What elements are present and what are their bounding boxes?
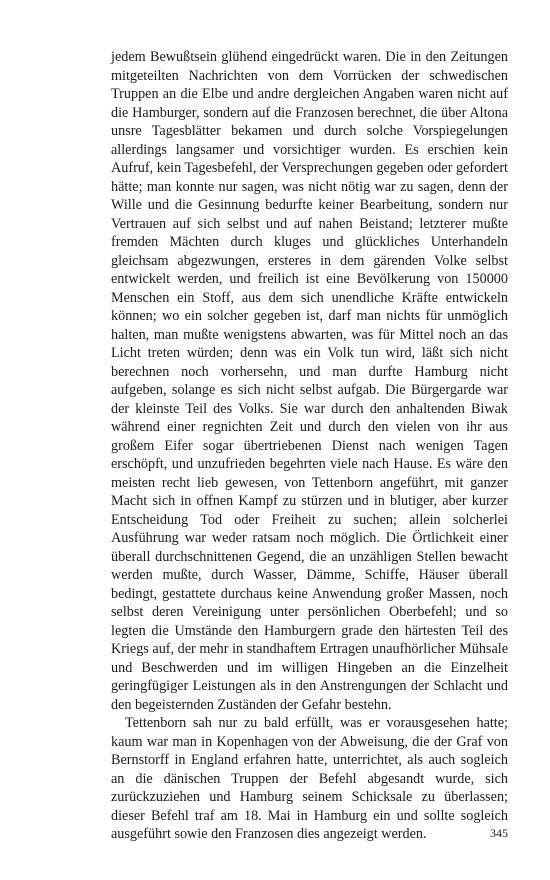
body-text: [111, 48, 508, 844]
paragraph-2: Tettenborn sah nur zu bald erfüllt, was er vorausgesehen hatte; kaum war man in Kopenhagen von der Abweisung, die der Graf von Bernstorff in England erfahren hatte, unterrichtet, als auch sogleich an die dänischen Truppen der Befehl abgesandt wurde, sich zurückzuziehen und Hamburg seinem Schicksale zu überlassen; dieser Befehl traf am 18. Mai in Hamburg ein und sollte sogleich ausgeführt sowie den Franzosen dies angezeigt werden.: [111, 715, 508, 842]
paragraph-1: jedem Bewußtsein glühend eingedrückt waren. Die in den Zeitungen mitgeteilten Nachrichten von dem Vorrücken der schwedischen Truppen an die Elbe und andre dergleichen Angaben waren nicht auf die Hamburger, sondern auf die Franzosen berechnet, die über Altona unsre Tagesblätter bekamen und durch solche Vorspiegelungen allerdings langsamer und vorsichtiger wurden. Es erschien kein Aufruf, kein Tagesbefehl, der Versprechungen gegeben oder gefordert hätte; man konnte nur sagen, was nicht nötig war zu sagen, denn der Wille und die Gesinnung bedurfte keiner Bearbeitung, sondern nur Vertrauen auf sich selbst und auf nahen Beistand; letzterer mußte fremden Mächten durch kluges und glückliches Unterhandeln gleichsam abgezwungen, ersteres in dem gärenden Volke selbst entwickelt werden, und freilich ist eine Bevölkerung von 150000 Menschen ein Stoff, aus dem sich unendliche Kräfte entwickeln können; wo ein solcher gegeben ist, darf man nichts für unmöglich halten, man mußte wenigstens abwarten, was für Mittel noch an das Licht treten würden; denn was ein Volk tun wird, läßt sich nicht berechnen noch vorhersehn, und man durfte Hamburg nicht aufgeben, solange es sich nicht selbst aufgab. Die Bürgergarde war der kleinste Teil des Volks. Sie war durch den anhaltenden Biwak während einer regnichten Zeit und durch den vielen von ihr aus großem Eifer sogar übertriebenen Dienst nach wenigen Tagen erschöpft, und unzufrieden begehrten viele nach Hause. Es wäre den meisten recht lieb gewesen, von Tettenborn angeführt, mit ganzer Macht sich in offnen Kampf zu stürzen und in blutiger, aber kurzer Entscheidung Tod oder Freiheit zu suchen; allein solcherlei Ausführung war weder ratsam noch möglich. Die Örtlichkeit einer überall durchschnittenen Gegend, die an unzähligen Stellen bewacht werden mußte, durch Wasser, Dämme, Schiffe, Häuser überall bedingt, gestattete durchaus keine Anwendung großer Massen, noch selbst deren Vereinigung unter persönlichen Oberbefehl; und so legten die Umstände den Hamburgern grade den härtesten Teil des Kriegs auf, der mehr in standhaftem Ertragen unaufhörlicher Mühsale und Beschwerden und im willigen Hingeben an die Einzelheit geringfügiger Leistungen als in den Anstrengungen der Schlacht und den begeisternden Zuständen der Gefahr bestehn.: [111, 49, 508, 713]
page-number: 345: [490, 826, 508, 840]
